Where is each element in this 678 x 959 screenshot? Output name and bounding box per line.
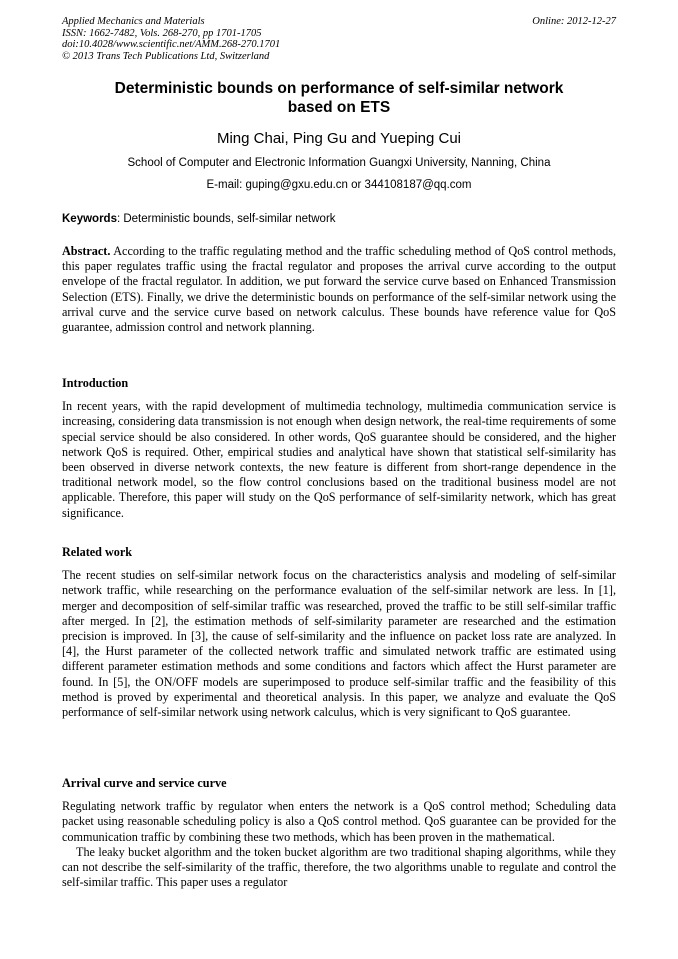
journal-name: Applied Mechanics and Materials bbox=[62, 16, 205, 27]
abstract-label: Abstract. bbox=[62, 244, 111, 258]
related-work-paragraph: The recent studies on self-similar network focus on the characteristics analysis and modeling of self-similar network traffic, while researching on the performance evaluation of the self-similar network are less. In [1], merger and decomposition of self-similar traffic was researched, proved the traffic to be still self-similar traffic after merged. In [2], the estimation methods of self-similarity parameter are researched and the estimation precision is improved. In [3], the cause of self-similarity and the influence on packet loss rate are analyzed. In [4], the Hurst parameter of the collected network traffic and simulated network traffic are estimated using different parameter estimation methods and some conditions and factors which affect the Hurst parameter are found. In [5], the ON/OFF models are superimposed to produce self-similar traffic and the feasibility of this method is proved by experimental and theoretical analysis. In this paper, we analyze and evaluate the QoS performance of self-similar network using network calculus, which is very significant to QoS guarantee. bbox=[62, 568, 616, 720]
title-line-1: Deterministic bounds on performance of self-similar network bbox=[114, 80, 564, 97]
related-work-heading: Related work bbox=[62, 545, 133, 559]
abstract-text: According to the traffic regulating method and the traffic scheduling method of QoS control methods, this paper regulates traffic using the fractal regulator and proposes the arrival curve according to the output envelope of the fractal regulator. In addition, we put forward the service curve based on Enhanced Transmission Selection (ETS). Finally, we drive the deterministic bounds on performance of the self-similar network using the arrival curve and the service curve based on network calculus. These bounds have reference value for QoS guarantee, admission control and network planning. bbox=[62, 244, 616, 335]
abstract-paragraph bbox=[62, 244, 616, 335]
introduction-section bbox=[62, 376, 616, 521]
arrival-curve-paragraph-1: Regulating network traffic by regulator when enters the network is a QoS control method; Scheduling data packet using reasonable scheduling policy is also a QoS control method. QoS guarantee can be provided for the communication traffic by combining these two methods, which has been proven in the mathematical. bbox=[62, 799, 616, 844]
arrival-curve-paragraph-2: The leaky bucket algorithm and the token bucket algorithm are two traditional shaping algorithms, while they can not describe the self-similarity of the traffic, therefore, the two algorithms unable to regulate and control the self-similar traffic. This paper uses a regulator bbox=[62, 844, 616, 890]
issn-line: ISSN: 1662-7482, Vols. 268-270, pp 1701-1705 bbox=[62, 27, 262, 39]
doi-line: doi:10.4028/www.scientific.net/AMM.268-270.1701 bbox=[62, 39, 281, 51]
author-list: Ming Chai, Ping Gu and Yueping Cui bbox=[216, 130, 462, 147]
keywords bbox=[62, 212, 616, 226]
arrival-curve-heading: Arrival curve and service curve bbox=[62, 776, 227, 790]
related-work-section bbox=[62, 545, 616, 720]
contact-email: E-mail: guping@gxu.edu.cn or 344108187@qq.com bbox=[206, 179, 472, 191]
abstract-section bbox=[62, 244, 616, 335]
keywords-text: : Deterministic bounds, self-similar network bbox=[116, 213, 336, 225]
journal-header bbox=[62, 16, 616, 62]
paper-title bbox=[62, 80, 616, 117]
introduction-heading: Introduction bbox=[62, 376, 129, 390]
title-line-2: based on ETS bbox=[287, 98, 391, 116]
keywords-label: Keywords bbox=[62, 213, 117, 225]
online-date: Online: 2012-12-27 bbox=[532, 16, 616, 27]
arrival-curve-section bbox=[62, 776, 616, 890]
affiliation: School of Computer and Electronic Information Guangxi University, Nanning, China bbox=[127, 157, 551, 169]
copyright-line: © 2013 Trans Tech Publications Ltd, Switzerland bbox=[62, 50, 270, 62]
introduction-paragraph: In recent years, with the rapid development of multimedia technology, multimedia communication service is increasing, considering data transmission is not enough when design network, the real-time requirements of some special service should be also considered. In other words, QoS guarantee should be considered, and the higher network QoS is required. Other, empirical studies and analytical have shown that statistical self-similarity has been observed in diverse network contexts, the new feature is different from short-range dependence in the traditional network model, so the flow control conclusions based on the traditional business model are not applicable. Therefore, this paper will study on the QoS performance of self-similarity network, which has great significance. bbox=[62, 399, 616, 520]
